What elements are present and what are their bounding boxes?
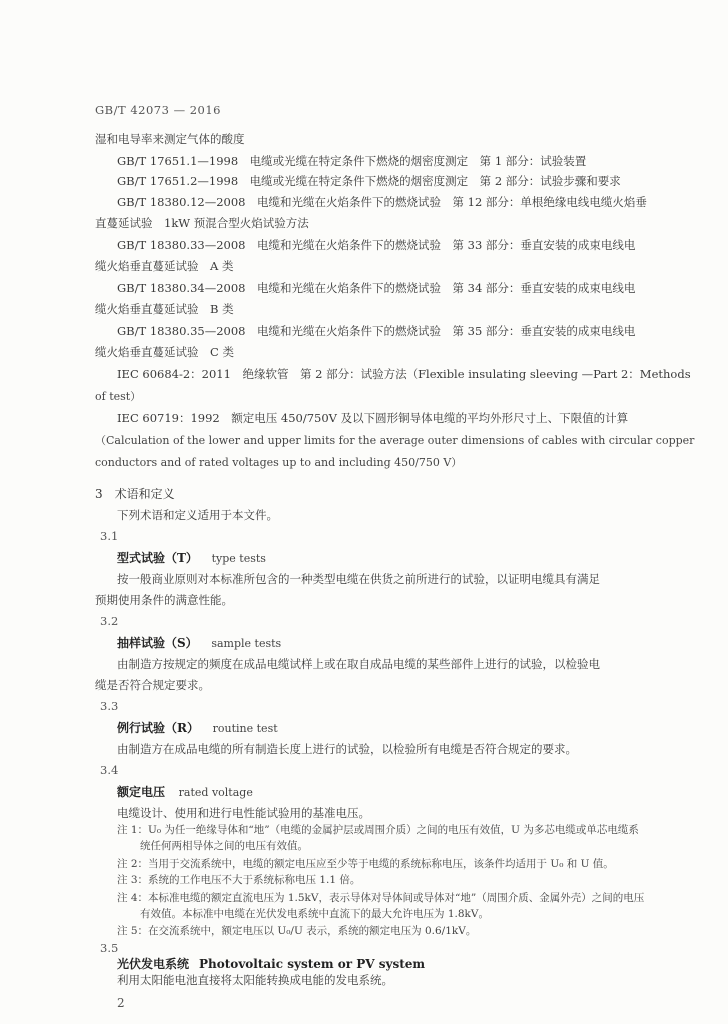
term-3-4-note-1b: 统任何两相导体之间的电压有效值。 bbox=[140, 840, 308, 852]
ref-iec60684-a: IEC 60684-2：2011 绝缘软管 第 2 部分：试验方法（Flexible insulating sleeving —Part 2：Methods bbox=[117, 367, 691, 381]
term-3-2-zh: 抽样试验（S） bbox=[117, 636, 198, 650]
ref-intro-tail: 湿和电导率来测定气体的酸度 bbox=[95, 132, 245, 146]
ref-iec60719-b: （Calculation of the lower and upper limits for the average outer dimensions of cables with circular copper bbox=[95, 434, 695, 447]
term-3-2-def-2: 缆是否符合规定要求。 bbox=[95, 678, 210, 692]
term-3-4-note-3: 注 3：系统的工作电压不大于系统标称电压 1.1 倍。 bbox=[117, 874, 361, 886]
term-3-3-number: 3.3 bbox=[100, 699, 119, 713]
term-3-4-note-4b: 有效值。本标准中电缆在光伏发电系统中直流下的最大允许电压为 1.8kV。 bbox=[140, 908, 489, 920]
ref-gb18380-33-b: 缆火焰垂直蔓延试验 A 类 bbox=[95, 259, 234, 273]
ref-gb18380-35-a: GB/T 18380.35—2008 电缆和光缆在火焰条件下的燃烧试验 第 35 部分：垂直安装的成束电线电 bbox=[117, 324, 636, 338]
ref-gb18380-34-a: GB/T 18380.34—2008 电缆和光缆在火焰条件下的燃烧试验 第 34 部分：垂直安装的成束电线电 bbox=[117, 281, 636, 295]
ref-gb18380-34-b: 缆火焰垂直蔓延试验 B 类 bbox=[95, 302, 234, 316]
ref-gb18380-12-b: 直蔓延试验 1kW 预混合型火焰试验方法 bbox=[95, 216, 309, 230]
term-3-3-heading bbox=[117, 719, 278, 736]
term-3-5-def-1: 利用太阳能电池直接将太阳能转换成电能的发电系统。 bbox=[117, 973, 393, 987]
term-3-1-zh: 型式试验（T） bbox=[117, 551, 198, 565]
ref-iec60684-b: of test） bbox=[95, 390, 142, 403]
term-3-3-zh: 例行试验（R） bbox=[117, 721, 199, 735]
term-3-3-def-1: 由制造方在成品电缆的所有制造长度上进行的试验，以检验所有电缆是否符合规定的要求。 bbox=[117, 742, 577, 756]
section-3-title: 3 术语和定义 bbox=[95, 487, 175, 501]
term-3-4-note-2: 注 2：当用于交流系统中，电缆的额定电压应至少等于电缆的系统标称电压，该条件均适用于 U₀ 和 U 值。 bbox=[117, 858, 614, 870]
ref-iec60719-c: conductors and of rated voltages up to and including 450/750 V） bbox=[95, 456, 463, 469]
ref-gb17651-1: GB/T 17651.1—1998 电缆或光缆在特定条件下燃烧的烟密度测定 第 1 部分：试验装置 bbox=[117, 154, 587, 168]
ref-gb18380-35-b: 缆火焰垂直蔓延试验 C 类 bbox=[95, 345, 234, 359]
term-3-4-def-1: 电缆设计、使用和进行电性能试验用的基准电压。 bbox=[117, 806, 370, 820]
term-3-4-heading bbox=[117, 783, 253, 800]
term-3-2-heading bbox=[117, 634, 281, 651]
term-3-4-note-1a: 注 1：U₀ 为任一绝缘导体和“地”（电缆的金属护层或周围介质）之间的电压有效值，U 为多芯电缆或单芯电缆系 bbox=[117, 824, 639, 836]
standard-header: GB/T 42073 — 2016 bbox=[95, 103, 221, 117]
ref-gb18380-33-a: GB/T 18380.33—2008 电缆和光缆在火焰条件下的燃烧试验 第 33 部分：垂直安装的成束电线电 bbox=[117, 238, 636, 252]
term-3-2-number: 3.2 bbox=[100, 614, 119, 628]
term-3-2-def-1: 由制造方按规定的频度在成品电缆试样上或在取自成品电缆的某些部件上进行的试验，以检验电 bbox=[117, 657, 600, 671]
term-3-1-en: type tests bbox=[211, 552, 266, 565]
term-3-1-heading bbox=[117, 549, 266, 566]
term-3-5-number: 3.5 bbox=[100, 941, 119, 955]
ref-iec60719-a: IEC 60719：1992 额定电压 450/750V 及以下圆形铜导体电缆的平均外形尺寸上、下限值的计算 bbox=[117, 411, 629, 425]
term-3-4-note-4a: 注 4：本标准电缆的额定直流电压为 1.5kV，表示导体对导体间或导体对“地”（周围介质、金属外壳）之间的电压 bbox=[117, 892, 645, 904]
ref-gb17651-2: GB/T 17651.2—1998 电缆或光缆在特定条件下燃烧的烟密度测定 第 2 部分：试验步骤和要求 bbox=[117, 174, 621, 188]
term-3-1-number: 3.1 bbox=[100, 529, 119, 543]
ref-gb18380-12-a: GB/T 18380.12—2008 电缆和光缆在火焰条件下的燃烧试验 第 12 部分：单根绝缘电线电缆火焰垂 bbox=[117, 195, 647, 209]
term-3-5-en: Photovoltaic system or PV system bbox=[199, 957, 426, 971]
term-3-5-heading bbox=[117, 955, 425, 972]
term-3-2-en: sample tests bbox=[211, 637, 282, 650]
term-3-4-zh: 额定电压 bbox=[117, 785, 166, 799]
page-number: 2 bbox=[117, 996, 125, 1010]
term-3-4-number: 3.4 bbox=[100, 763, 119, 777]
term-3-5-zh: 光伏发电系统 bbox=[117, 957, 190, 971]
term-3-1-def-1: 按一般商业原则对本标准所包含的一种类型电缆在供货之前所进行的试验，以证明电缆具有满足 bbox=[117, 572, 600, 586]
section-3-intro: 下列术语和定义适用于本文件。 bbox=[117, 508, 278, 522]
term-3-4-en: rated voltage bbox=[178, 786, 253, 799]
term-3-3-en: routine test bbox=[212, 722, 278, 735]
term-3-1-def-2: 预期使用条件的满意性能。 bbox=[95, 593, 233, 607]
term-3-4-note-5: 注 5：在交流系统中，额定电压以 U₀/U 表示，系统的额定电压为 0.6/1kV。 bbox=[117, 925, 477, 937]
